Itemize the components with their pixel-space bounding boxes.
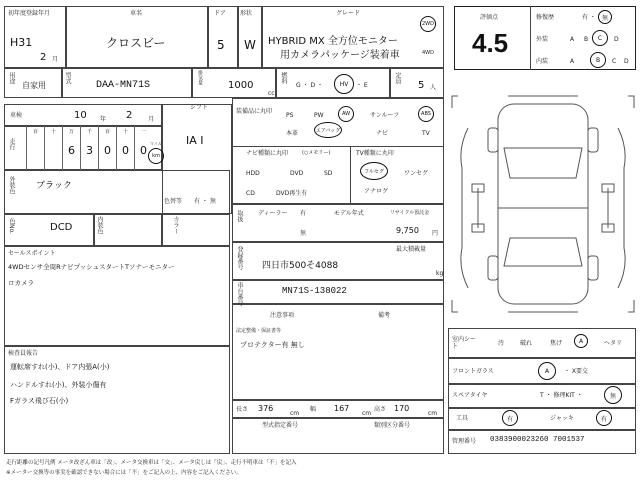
model-no-label: 型式指定番号: [262, 422, 299, 429]
equip-abs-circle: ABS: [418, 106, 434, 122]
odo-cell: [44, 126, 62, 170]
inspection-year: 10: [74, 110, 87, 121]
odo-unit-label: 万: [68, 129, 74, 135]
ext-d: D: [614, 36, 619, 43]
glass-sel-circle: A: [538, 362, 556, 380]
memory-mark: (○メモリー): [302, 150, 331, 156]
repair-sel-circle: 無: [598, 10, 612, 24]
odo-unit-km-circle: km: [148, 148, 164, 164]
first-reg-label: 初年度登録年月: [8, 10, 51, 17]
interior-seat-label: 室内シート: [452, 336, 477, 350]
fuel-other: ・ E: [356, 82, 368, 89]
capacity-unit: 人: [430, 84, 437, 91]
chassis-label: 車台番号: [236, 282, 243, 306]
odo-cell: [134, 126, 152, 170]
score-value: 4.5: [472, 28, 509, 58]
notes-left-label: 注意事項: [270, 312, 295, 319]
tv-fullseg-circle: フルセグ: [360, 162, 388, 180]
length: 376: [258, 404, 274, 413]
inspector-label: 検査員報告: [8, 350, 39, 357]
odo-digit: 0: [122, 144, 129, 157]
shift-label: シフト: [190, 104, 209, 111]
odo-digit: 0: [140, 144, 147, 157]
grade-line1: HYBRID MX 全方位モニター: [268, 36, 398, 47]
odo-unit-label: 十: [50, 129, 56, 135]
dealer-section-label: 取扱: [236, 210, 243, 222]
body-type: W: [244, 38, 256, 52]
tv-title: TV種類に丸印: [356, 150, 394, 157]
glass-opts: ・ X要交: [564, 368, 589, 375]
color-no-cell: [4, 214, 94, 246]
interior-opt-burn: 焦げ: [550, 340, 563, 347]
class-no-label: 類別区分番号: [374, 422, 411, 429]
spare-sel-circle: 無: [604, 386, 622, 404]
interior-sel-circle: A: [574, 334, 588, 348]
model-label: 型式: [64, 72, 71, 84]
fuel-label: 燃料: [280, 72, 287, 84]
interior-opt-sag: ヘタリ: [604, 340, 623, 347]
navi-sd: SD: [324, 170, 333, 177]
score-label: 評価点: [480, 14, 499, 21]
mgmt-label: 管理番号: [452, 438, 477, 445]
shift: IA I: [186, 134, 204, 147]
fuel-hv-circle: HV: [334, 74, 354, 94]
navi-dvd: DVD: [290, 170, 304, 177]
length-label: 長さ: [236, 406, 249, 413]
displacement-unit: cc: [268, 90, 275, 97]
int-label: 内装: [536, 58, 549, 65]
usage-label: 用途: [8, 72, 15, 84]
navi-title: ナビ種類に丸印: [246, 150, 289, 157]
ext-a: A: [570, 36, 575, 43]
notes-right-label: 備考: [378, 312, 391, 319]
odometer-label: 走行: [8, 138, 15, 150]
odo-cell: [26, 126, 44, 170]
navi-tv-divider: [350, 146, 351, 204]
car-damage-diagram: [448, 88, 638, 320]
int-sel-circle: B: [590, 52, 606, 68]
repair-opts: 有 ・: [582, 14, 596, 21]
jack-sel-circle: 有: [596, 410, 612, 426]
car-diagram-icon: [448, 88, 638, 320]
sales-cell: [4, 246, 230, 346]
glass-label: フロントガラス: [452, 368, 494, 375]
max-load-unit: kg: [436, 270, 444, 277]
chassis: MN71S-138022: [282, 286, 347, 296]
equip-pw: PW: [314, 112, 324, 119]
model-year-label: モデル年式: [334, 210, 364, 217]
navi-hdd: HDD: [246, 170, 260, 177]
repair-note: プロテクター有 無し: [240, 341, 305, 349]
equipment-title: 装備品に丸印: [236, 108, 273, 115]
capacity: 5: [418, 80, 425, 91]
fuel-options: G ・ D ・: [296, 82, 323, 89]
fuel-cell: [276, 68, 390, 98]
usage: 自家用: [22, 81, 46, 90]
odo-cell: [62, 126, 80, 170]
odo-digit: 3: [86, 144, 93, 157]
displacement: 1000: [228, 80, 254, 91]
odo-cell: [80, 126, 98, 170]
displacement-label: 排気量: [197, 70, 203, 85]
tv-oneseg: ワンセグ: [404, 170, 429, 177]
width: 167: [334, 404, 350, 413]
dealer-value: 有: [300, 210, 307, 217]
equip-airbag-circle: エアバッグ: [314, 122, 342, 138]
grade-label: グレード: [336, 10, 361, 17]
spare-label: スペアタイヤ: [452, 392, 488, 399]
length-unit: cm: [290, 410, 300, 417]
ext-sel-circle: C: [592, 30, 608, 46]
equip-navi: ナビ: [376, 130, 389, 137]
odo-cell: [116, 126, 134, 170]
equip-sunroof: サンルーフ: [370, 112, 400, 119]
inspector-line1: 運転席すれ(小)、ドア内張A(小): [10, 363, 110, 371]
recycle: 9,750: [396, 226, 419, 235]
footer-line1: 走行距離の記号凡例 メータ改ざん車は「改」、メータ交換車は「交」、メータ戻しは「戻」、走行不明車は「不」を記入: [6, 460, 297, 466]
capacity-label: 定員: [394, 72, 401, 84]
recycle-label: リサイクル預託金: [390, 210, 430, 216]
first-reg-value: H31: [10, 36, 33, 49]
repair-label: 修復歴: [536, 14, 555, 21]
reg-number-label: 登録番号: [236, 246, 243, 270]
dealer-none: 無: [300, 230, 307, 237]
odo-digit: 0: [104, 144, 111, 157]
height: 170: [394, 404, 410, 413]
interior-color-cell: [94, 214, 162, 246]
odo-unit-label: 一: [140, 129, 146, 135]
width-unit: cm: [362, 410, 372, 417]
reg-number: 四日市500そ4088: [262, 261, 339, 271]
inspection-label: 車検: [10, 112, 23, 119]
color-cell: [4, 170, 230, 214]
color-no-label: 色No.: [8, 218, 15, 234]
inspector-line3: Fガラス飛び石(小): [10, 397, 69, 405]
color-label: 外装色: [8, 176, 15, 194]
width-label: 幅: [310, 406, 317, 413]
odo-digit: 6: [68, 144, 75, 157]
tools-sel-circle: 有: [502, 410, 518, 426]
int-d: D: [624, 58, 629, 65]
car-name-label: 車名: [130, 10, 143, 17]
odo-unit-alt: マイル: [150, 141, 162, 146]
equip-leather: 本革: [286, 130, 299, 137]
int-c: C: [612, 58, 617, 65]
odo-cell: [98, 126, 116, 170]
model: DAA-MN71S: [96, 80, 151, 91]
tools-label: 工具: [456, 415, 469, 422]
interior-opt-dirty: 汚: [498, 340, 505, 347]
odo-unit-label: 千: [86, 129, 92, 135]
inspection-month: 2: [126, 110, 133, 121]
color-change-label: 色替等: [164, 198, 183, 205]
mgmt-number: 0383900023260 7001537: [490, 436, 585, 444]
navi-dvd-play: DVD再生有: [276, 190, 308, 197]
grade-line2: 用カメラパッケージ装着車: [280, 50, 400, 61]
int-a: A: [570, 58, 575, 65]
jack-label: ジャッキ: [550, 415, 574, 422]
dealer-label: ディーラー: [258, 210, 288, 217]
navi-cd: CD: [246, 190, 255, 197]
footer-line2: ※メーター交換等の事実を確認できない場合には「不」をご記入の上、内容をご記入ください。: [6, 470, 242, 476]
first-reg-month: 2: [40, 52, 47, 63]
color: ブラック: [36, 181, 72, 191]
interior-color-label: 内装色: [96, 216, 103, 234]
odo-unit-label: 百: [104, 129, 110, 135]
plate-label: カラー: [172, 216, 179, 234]
ext-b: B: [584, 36, 589, 43]
ext-label: 外装: [536, 36, 549, 43]
sales-label: セールスポイント: [8, 250, 56, 257]
drive-2wd-circle: 2WD: [420, 16, 436, 32]
car-name: クロスビー: [106, 36, 166, 50]
inspection-year-unit: 年: [100, 116, 107, 123]
spare-opts: T ・ 修理KIT ・: [540, 392, 583, 399]
color-no: DCD: [50, 222, 73, 233]
odo-unit-label: 百: [32, 129, 38, 135]
max-load-label: 最大積載量: [396, 246, 427, 253]
score-divider: [530, 6, 531, 70]
first-reg-month-unit: 月: [52, 56, 59, 63]
doors-label: ドア: [214, 10, 226, 17]
height-unit: cm: [428, 410, 438, 417]
drive-4wd: 4WD: [422, 50, 434, 56]
equip-aw-circle: AW: [338, 106, 354, 122]
doors: 5: [217, 38, 225, 52]
equip-ps: PS: [286, 112, 294, 119]
repair-note-label: 法定整備・保証書等: [236, 328, 282, 334]
notes-cell: [232, 304, 444, 400]
height-label: 高さ: [374, 406, 387, 413]
body-type-label: 形状: [240, 10, 253, 17]
inspection-month-unit: 月: [148, 116, 155, 123]
recycle-unit: 円: [432, 230, 439, 237]
odo-unit-label: 十: [122, 129, 128, 135]
inspector-line2: ハンドルすれ(小)、外装小傷有: [10, 381, 107, 389]
sales-line2: ロカメラ: [8, 279, 34, 287]
interior-opt-torn: 破れ: [520, 340, 533, 347]
odometer-digits: [26, 126, 152, 170]
tv-analog: アナログ: [364, 188, 389, 195]
equip-divider: [232, 146, 444, 147]
color-change-opts: 有 ・ 無: [194, 198, 216, 205]
sales-line1: 4WDセンサ全周RナビプッシュスタートTソナーモニター: [8, 263, 175, 271]
equip-tv: TV: [422, 130, 430, 137]
